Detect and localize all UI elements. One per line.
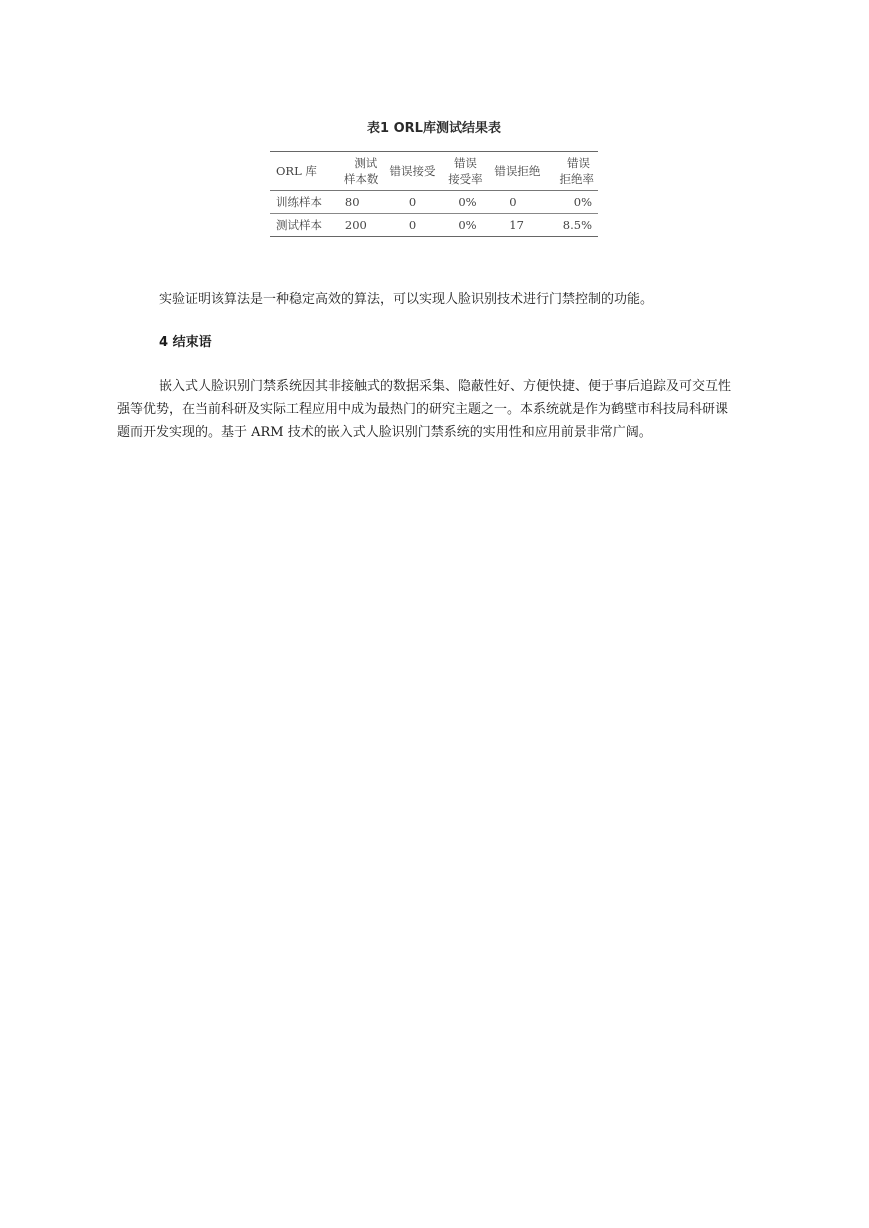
header-sample-count-line1: 测试 — [354, 156, 378, 170]
conclusion-paragraph: 实验证明该算法是一种稳定高效的算法，可以实现人脸识别技术进行门禁控制的功能。 — [159, 292, 654, 307]
cell-sample-count: 200 — [344, 218, 367, 232]
header-false-reject: 错误拒绝 — [491, 152, 543, 191]
cell-false-reject: 17 — [509, 218, 524, 232]
cell-false-accept-rate: 0% — [440, 191, 492, 214]
cell-false-reject-rate: 0% — [544, 191, 598, 214]
header-far-line2: 接受率 — [448, 172, 483, 186]
cell-false-accept: 0 — [385, 191, 439, 214]
cell-false-accept: 0 — [408, 218, 417, 232]
header-false-accept-rate — [440, 152, 492, 191]
header-frr-line2: 拒绝率 — [559, 172, 594, 186]
closing-paragraph: 嵌入式人脸识别门禁系统因其非接触式的数据采集、隐蔽性好、方便快捷、便于事后追踪及可交互性强等优势，在当前科研及实际工程应用中成为最热门的研究主题之一。本系统就是作为鹤壁市科技局科研课题而开发实现的。基于 ARM 技术的嵌入式人脸识别门禁系统的实用性和应用前景非常广阔。 — [117, 379, 732, 440]
table-row — [270, 214, 598, 237]
header-sample-count — [337, 152, 385, 191]
header-false-accept: 错误接受 — [385, 152, 439, 191]
cell-library: 训练样本 — [270, 191, 337, 214]
header-sample-count-line2: 样本数 — [343, 172, 379, 186]
cell-false-reject-rate: 8.5% — [562, 218, 592, 232]
table-row — [270, 191, 598, 214]
table-caption: 表1 ORL库测试结果表 — [367, 121, 501, 136]
cell-library: 测试样本 — [276, 218, 322, 232]
cell-false-reject: 0 — [491, 191, 543, 214]
cell-sample-count: 80 — [337, 191, 385, 214]
header-frr-line1: 错误 — [567, 156, 590, 170]
results-table — [270, 151, 598, 237]
section-heading: 4 结束语 — [159, 335, 212, 350]
header-far-line1: 错误 — [453, 156, 477, 170]
cell-false-accept-rate: 0% — [458, 218, 477, 232]
table-header-row — [270, 152, 598, 191]
header-library: ORL 库 — [270, 152, 337, 191]
header-false-reject-rate — [544, 152, 598, 191]
